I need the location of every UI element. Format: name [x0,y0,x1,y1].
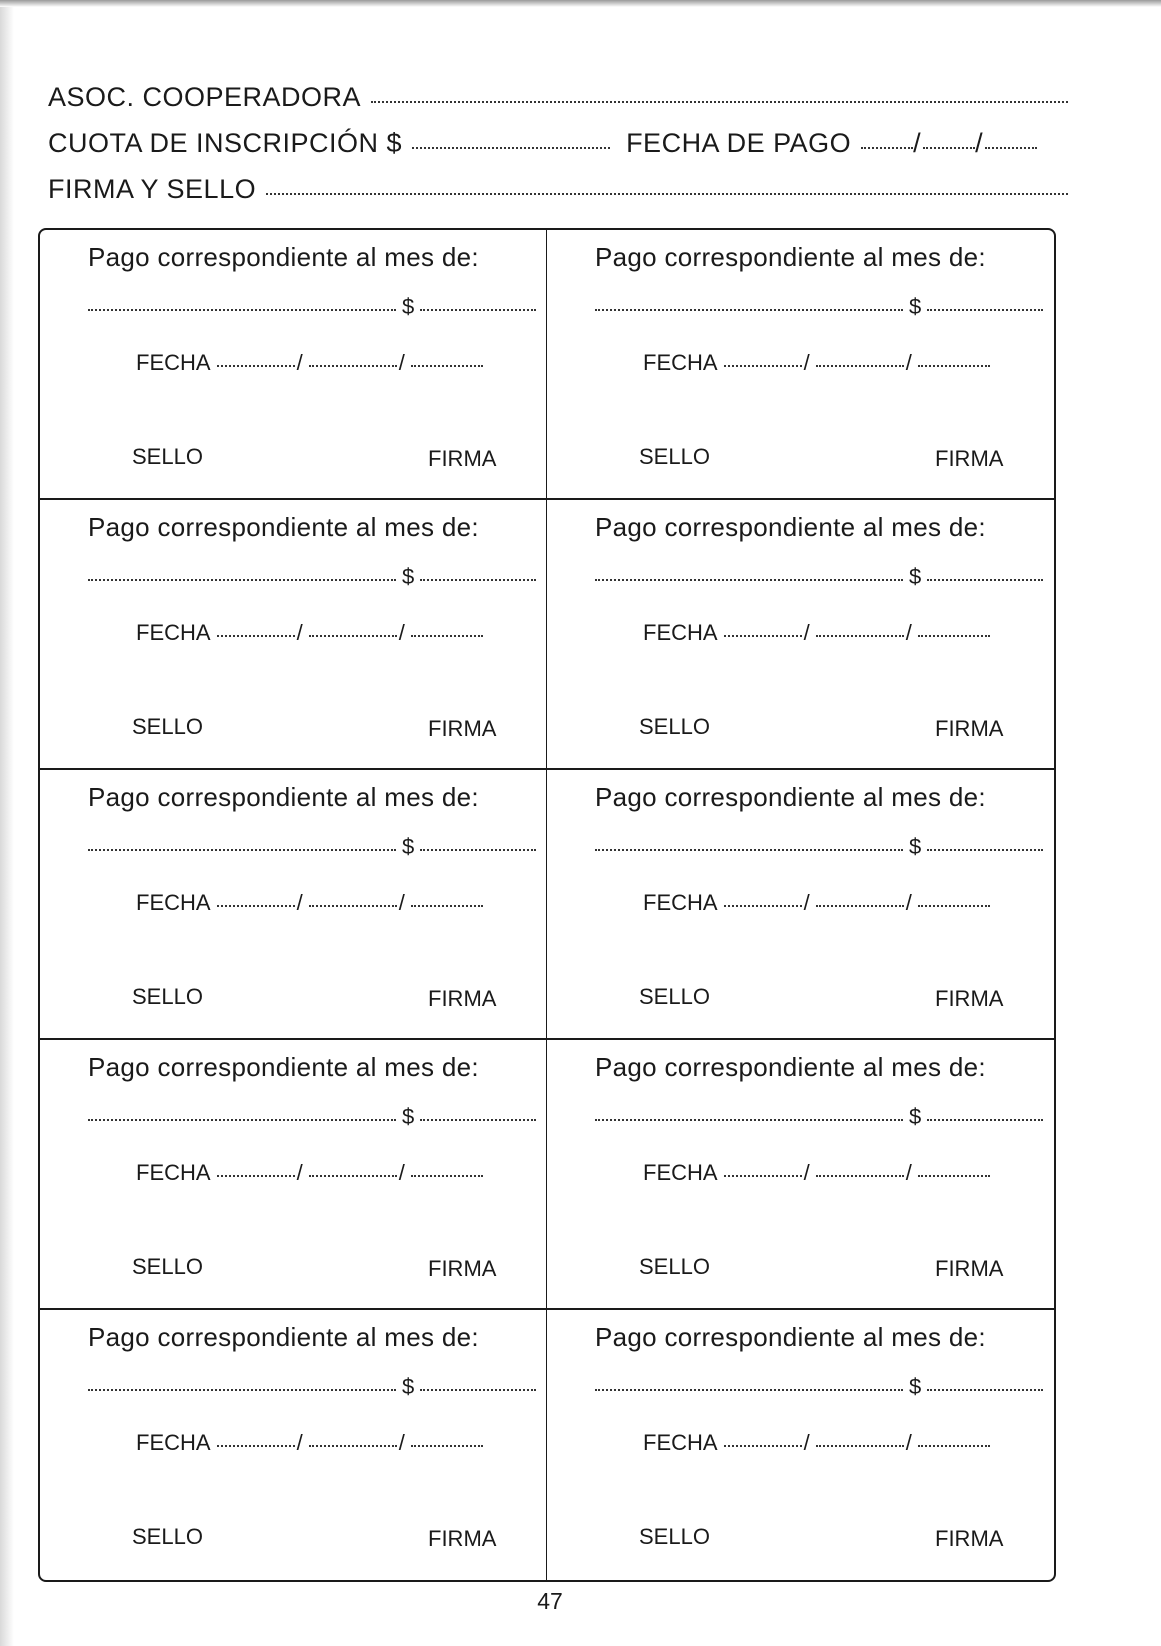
date-slash: / [975,128,984,158]
firma-label: FIRMA [935,716,1004,741]
date-slash: / [913,128,922,158]
cuota-label: CUOTA DE INSCRIPCIÓN $ [48,128,403,158]
amount-field[interactable] [927,579,1043,581]
sello-label: SELLO [132,984,203,1009]
payment-cell [547,1310,1054,1580]
currency-sign: $ [402,1374,415,1399]
payment-date-line [136,890,483,916]
firma-label: FIRMA [935,1526,1004,1551]
sello-label: SELLO [639,1524,710,1549]
firma-label: FIRMA [428,716,497,741]
currency-sign: $ [909,294,922,319]
amount-field[interactable] [927,849,1043,851]
page-edge-shadow [0,0,14,1646]
date-month-field[interactable] [816,1175,904,1177]
payment-cell [40,770,547,1040]
date-year-field[interactable] [918,905,990,907]
date-month-field[interactable] [309,1175,397,1177]
date-month-field[interactable] [816,635,904,637]
fecha-pago-label: FECHA DE PAGO [626,128,852,158]
amount-field[interactable] [420,1119,536,1121]
firma-label: FIRMA [428,1256,497,1281]
date-day-field[interactable] [217,1175,295,1177]
fecha-pago-day-field[interactable] [861,147,913,149]
date-day-field[interactable] [217,905,295,907]
payment-amount-line [595,1374,1043,1400]
fecha-label: FECHA [136,1160,211,1185]
firma-label: FIRMA [428,986,497,1011]
currency-sign: $ [909,1104,922,1129]
payment-date-line [136,620,483,646]
date-day-field[interactable] [217,635,295,637]
fecha-label: FECHA [136,350,211,375]
date-slash: / [296,350,303,375]
date-year-field[interactable] [411,1175,483,1177]
payment-date-line [136,350,483,376]
asociacion-label: ASOC. COOPERADORA [48,82,362,112]
date-slash: / [803,620,810,645]
payment-cell [40,500,547,770]
currency-sign: $ [909,564,922,589]
date-year-field[interactable] [918,1445,990,1447]
date-month-field[interactable] [816,905,904,907]
date-slash: / [905,620,912,645]
payment-amount-line [88,834,536,860]
date-year-field[interactable] [918,635,990,637]
cuota-amount-field[interactable] [412,147,610,149]
payment-amount-line [595,834,1043,860]
currency-sign: $ [909,1374,922,1399]
date-slash: / [803,1160,810,1185]
fecha-label: FECHA [643,350,718,375]
payment-amount-line [88,1104,536,1130]
amount-field[interactable] [420,849,536,851]
firma-sello-line [48,174,1068,220]
payment-amount-line [88,564,536,590]
date-day-field[interactable] [724,635,802,637]
cuota-line [48,128,1068,174]
payment-cell [40,1040,547,1310]
date-month-field[interactable] [309,365,397,367]
payment-cell [547,770,1054,1040]
sello-label: SELLO [132,714,203,739]
date-day-field[interactable] [217,365,295,367]
date-slash: / [803,890,810,915]
date-month-field[interactable] [816,365,904,367]
payment-cell [40,230,547,500]
payment-date-line [643,1430,990,1456]
sello-label: SELLO [639,444,710,469]
fecha-label: FECHA [136,620,211,645]
amount-field[interactable] [420,1389,536,1391]
payment-cell [547,500,1054,770]
payment-amount-line [88,294,536,320]
month-field[interactable] [595,579,903,581]
date-year-field[interactable] [411,635,483,637]
date-slash: / [296,620,303,645]
payment-month-title: Pago correspondiente al mes de: [88,242,479,272]
firma-label: FIRMA [935,446,1004,471]
payment-amount-line [595,564,1043,590]
firma-label: FIRMA [935,1256,1004,1281]
fecha-label: FECHA [643,620,718,645]
date-day-field[interactable] [724,1175,802,1177]
page-number: 47 [537,1588,563,1614]
currency-sign: $ [402,1104,415,1129]
date-slash: / [398,350,405,375]
amount-field[interactable] [927,1389,1043,1391]
date-slash: / [398,1160,405,1185]
date-day-field[interactable] [217,1445,295,1447]
amount-field[interactable] [420,579,536,581]
payment-month-title: Pago correspondiente al mes de: [88,512,479,542]
sello-label: SELLO [639,984,710,1009]
date-slash: / [905,1430,912,1455]
payment-month-title: Pago correspondiente al mes de: [595,512,986,542]
date-slash: / [296,890,303,915]
date-month-field[interactable] [309,905,397,907]
date-slash: / [803,1430,810,1455]
date-year-field[interactable] [918,365,990,367]
date-year-field[interactable] [918,1175,990,1177]
month-field[interactable] [595,1389,903,1391]
payment-date-line [643,350,990,376]
fecha-label: FECHA [643,1160,718,1185]
payment-amount-line [88,1374,536,1400]
date-slash: / [905,1160,912,1185]
amount-field[interactable] [927,309,1043,311]
asociacion-field[interactable] [371,101,1068,103]
firma-sello-field[interactable] [266,193,1068,195]
asociacion-line [48,82,1068,128]
firma-label: FIRMA [935,986,1004,1011]
fecha-label: FECHA [136,890,211,915]
fecha-pago-month-field[interactable] [923,147,975,149]
payment-month-title: Pago correspondiente al mes de: [595,1052,986,1082]
month-field[interactable] [88,579,396,581]
month-field[interactable] [595,849,903,851]
payment-month-title: Pago correspondiente al mes de: [88,1052,479,1082]
payment-date-line [136,1160,483,1186]
date-month-field[interactable] [816,1445,904,1447]
month-field[interactable] [88,309,396,311]
sello-label: SELLO [132,1254,203,1279]
date-slash: / [398,1430,405,1455]
fecha-pago-year-field[interactable] [985,147,1037,149]
payment-date-line [643,890,990,916]
date-year-field[interactable] [411,1445,483,1447]
fecha-label: FECHA [643,1430,718,1455]
payment-month-title: Pago correspondiente al mes de: [88,1322,479,1352]
payment-month-title: Pago correspondiente al mes de: [595,1322,986,1352]
date-slash: / [905,350,912,375]
payment-amount-line [595,1104,1043,1130]
month-field[interactable] [88,1389,396,1391]
date-slash: / [398,620,405,645]
date-month-field[interactable] [309,635,397,637]
payment-cell [40,1310,547,1580]
payment-date-line [643,1160,990,1186]
date-year-field[interactable] [411,905,483,907]
currency-sign: $ [909,834,922,859]
date-slash: / [803,350,810,375]
payment-cell [547,230,1054,500]
firma-label: FIRMA [428,1526,497,1551]
payment-amount-line [595,294,1043,320]
month-field[interactable] [88,849,396,851]
month-field[interactable] [595,1119,903,1121]
payment-month-title: Pago correspondiente al mes de: [595,242,986,272]
sello-label: SELLO [132,444,203,469]
firma-label: FIRMA [428,446,497,471]
payment-cell [547,1040,1054,1310]
fecha-label: FECHA [136,1430,211,1455]
sello-label: SELLO [639,714,710,739]
amount-field[interactable] [927,1119,1043,1121]
date-month-field[interactable] [309,1445,397,1447]
sello-label: SELLO [639,1254,710,1279]
currency-sign: $ [402,564,415,589]
month-field[interactable] [88,1119,396,1121]
currency-sign: $ [402,834,415,859]
date-day-field[interactable] [724,1445,802,1447]
payment-date-line [643,620,990,646]
currency-sign: $ [402,294,415,319]
page-top-edge [0,0,1161,7]
date-slash: / [398,890,405,915]
payment-grid [38,228,1056,1582]
date-year-field[interactable] [411,365,483,367]
sello-label: SELLO [132,1524,203,1549]
date-day-field[interactable] [724,365,802,367]
amount-field[interactable] [420,309,536,311]
date-slash: / [296,1430,303,1455]
form-header [48,82,1068,220]
fecha-label: FECHA [643,890,718,915]
date-slash: / [905,890,912,915]
firma-sello-label: FIRMA Y SELLO [48,174,257,204]
payment-month-title: Pago correspondiente al mes de: [595,782,986,812]
date-day-field[interactable] [724,905,802,907]
date-slash: / [296,1160,303,1185]
payment-date-line [136,1430,483,1456]
payment-month-title: Pago correspondiente al mes de: [88,782,479,812]
month-field[interactable] [595,309,903,311]
